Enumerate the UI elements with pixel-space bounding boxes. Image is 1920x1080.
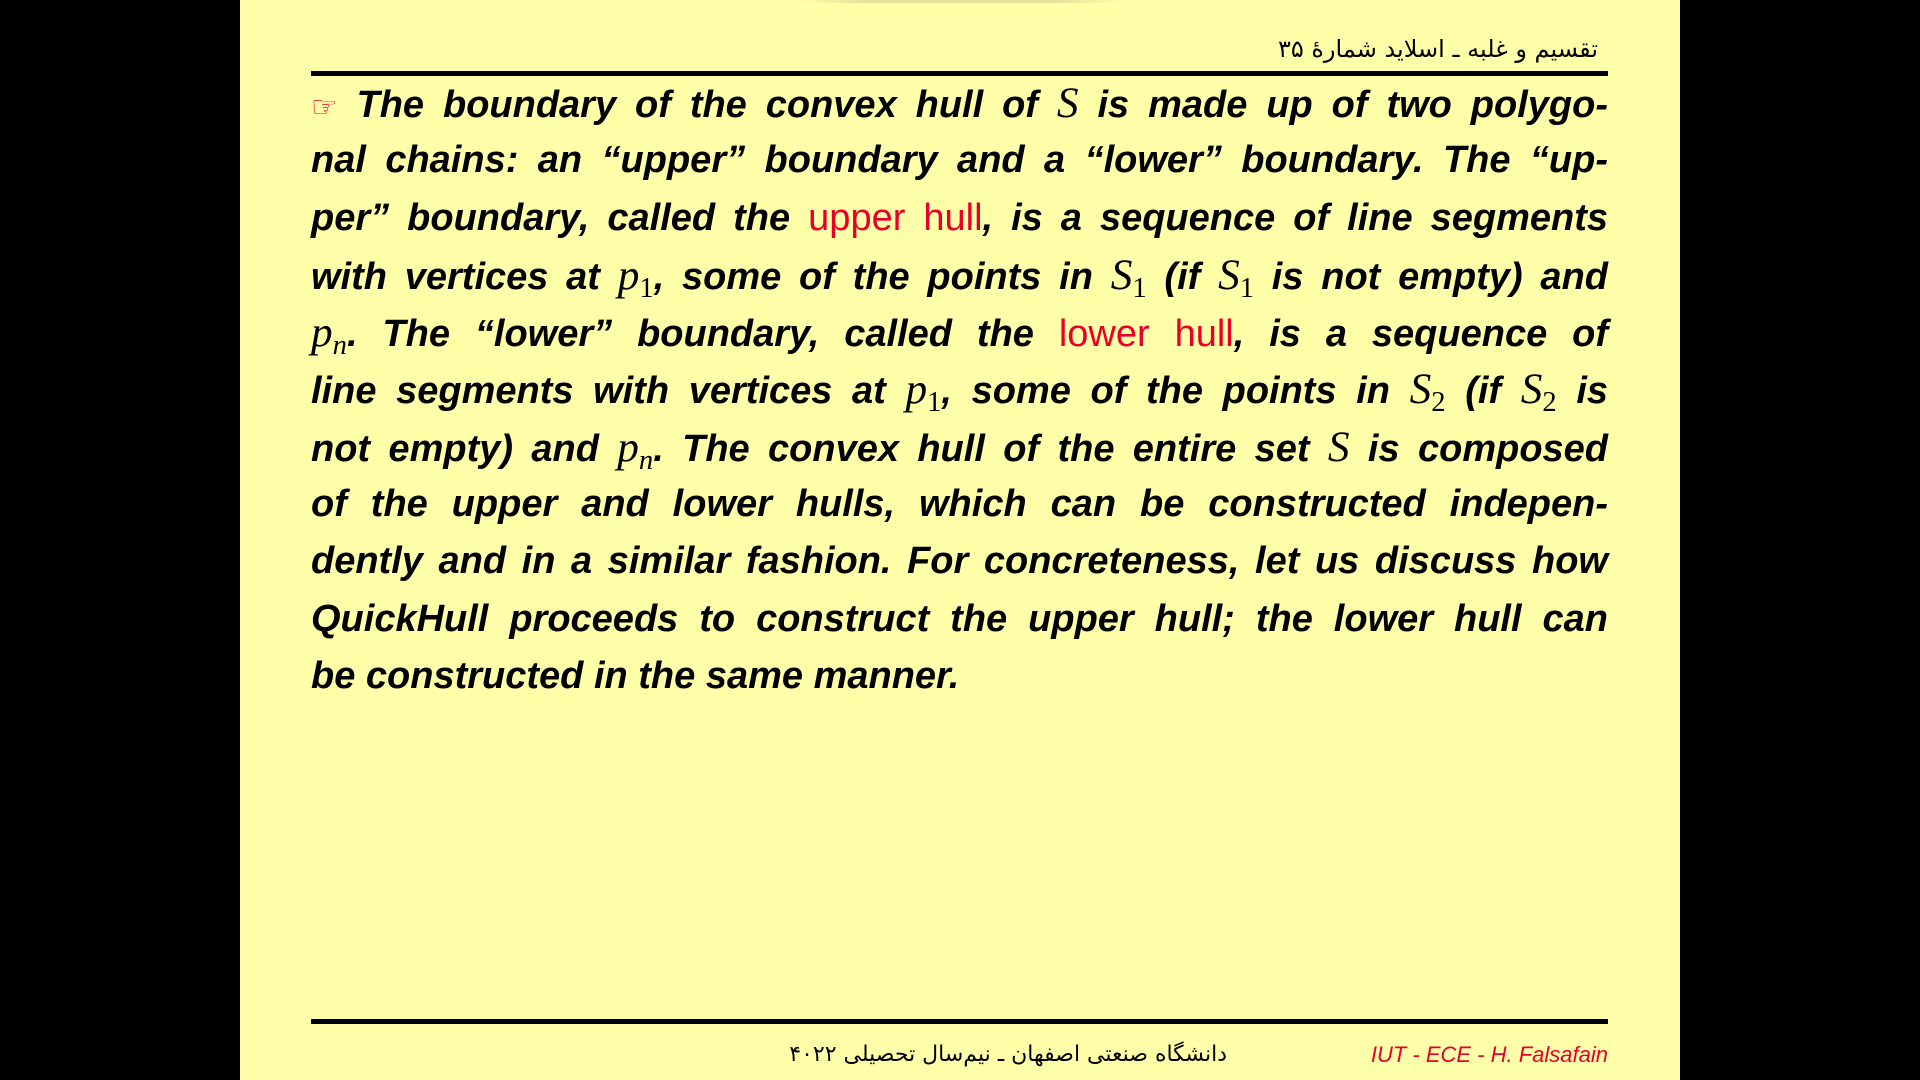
math-symbol: [1057, 79, 1079, 127]
math-symbol-base: S: [1056, 79, 1079, 127]
math-subscript: n: [638, 444, 654, 476]
body-text: . The “lower” boundary, called the: [346, 313, 1059, 356]
text-line: [311, 476, 1608, 533]
math-subscript: 2: [1542, 387, 1557, 419]
footer-rule: [311, 1019, 1608, 1024]
body-text: of the upper and lower hulls, which can be constructed indepen-: [311, 483, 1608, 526]
math-subscript: n: [332, 330, 347, 362]
math-symbol: [311, 308, 347, 362]
math-symbol-base: S: [1218, 250, 1240, 299]
math-symbol: [1218, 250, 1255, 304]
math-symbol: [617, 250, 654, 304]
body-text: is composed: [1349, 427, 1609, 470]
body-text: line segments with vertices at: [311, 370, 906, 413]
pointing-hand-icon: ☞: [311, 89, 338, 124]
math-subscript: 1: [639, 272, 654, 304]
body-text: is: [1556, 370, 1609, 413]
math-symbol-base: p: [617, 250, 640, 299]
text-line: [311, 304, 1608, 361]
math-symbol: [1110, 250, 1147, 304]
highlight-term: upper hull: [808, 196, 983, 239]
text-line: [311, 190, 1608, 247]
highlight-term: lower hull: [1058, 313, 1234, 356]
math-symbol: [1520, 365, 1557, 419]
text-line: [311, 648, 1608, 705]
footer-author: IUT - ECE - H. Falsafain: [1370, 1042, 1608, 1067]
text-line: [311, 132, 1608, 189]
math-subscript: 1: [927, 387, 942, 419]
body-text: dently and in a similar fashion. For concreteness, let us discuss how: [311, 540, 1608, 583]
math-symbol-base: p: [311, 308, 333, 357]
body-text: nal chains: an “upper” boundary and a “lower” boundary. The “up-: [311, 139, 1608, 182]
body-text: is made up of two polygo-: [1078, 84, 1608, 126]
body-text: , is a sequence of: [1233, 313, 1608, 356]
body-text: The boundary of the convex hull of: [337, 84, 1057, 126]
body-text: not empty) and: [311, 427, 618, 470]
body-text: , is a sequence of line segments: [982, 196, 1609, 239]
math-symbol: [1409, 365, 1446, 419]
text-line: [311, 419, 1608, 476]
body-text: QuickHull proceeds to construct the upper hull; the lower hull can: [311, 597, 1608, 640]
math-symbol-base: p: [617, 422, 639, 471]
slide-body: [311, 75, 1608, 705]
text-line: [311, 75, 1608, 132]
slide: [240, 0, 1680, 1080]
body-text: with vertices at: [311, 255, 618, 298]
body-text: , some of the points in: [653, 255, 1111, 298]
body-text: (if: [1146, 255, 1219, 298]
math-subscript: 1: [1239, 272, 1255, 304]
body-text: is not empty) and: [1254, 255, 1608, 298]
math-symbol-base: p: [905, 365, 928, 414]
text-line: [311, 591, 1608, 648]
math-symbol-base: S: [1409, 365, 1432, 414]
math-subscript: 1: [1132, 272, 1147, 304]
math-symbol: [617, 422, 654, 476]
math-symbol: [905, 365, 942, 419]
body-text: , some of the points in: [941, 370, 1410, 413]
text-line: [311, 533, 1608, 590]
body-text: (if: [1445, 370, 1521, 413]
body-text: . The convex hull of the entire set: [653, 427, 1328, 470]
math-symbol: [1328, 423, 1350, 471]
body-text: per” boundary, called the: [311, 196, 809, 239]
text-line: [311, 247, 1608, 304]
math-symbol-base: S: [1520, 365, 1543, 414]
math-symbol-base: S: [1327, 422, 1350, 471]
footer-university: دانشگاه صنعتی اصفهان ـ نیم‌سال تحصیلی ۴۰۲۲: [789, 1042, 1227, 1067]
top-shadow: [796, 0, 1127, 3]
body-text: be constructed in the same manner.: [311, 654, 960, 697]
slide-header-title: تقسیم و غلبه ـ اسلاید شمارهٔ ۳۵: [1277, 35, 1598, 63]
text-line: [311, 361, 1608, 418]
math-symbol-base: S: [1110, 250, 1133, 299]
math-subscript: 2: [1431, 387, 1446, 419]
